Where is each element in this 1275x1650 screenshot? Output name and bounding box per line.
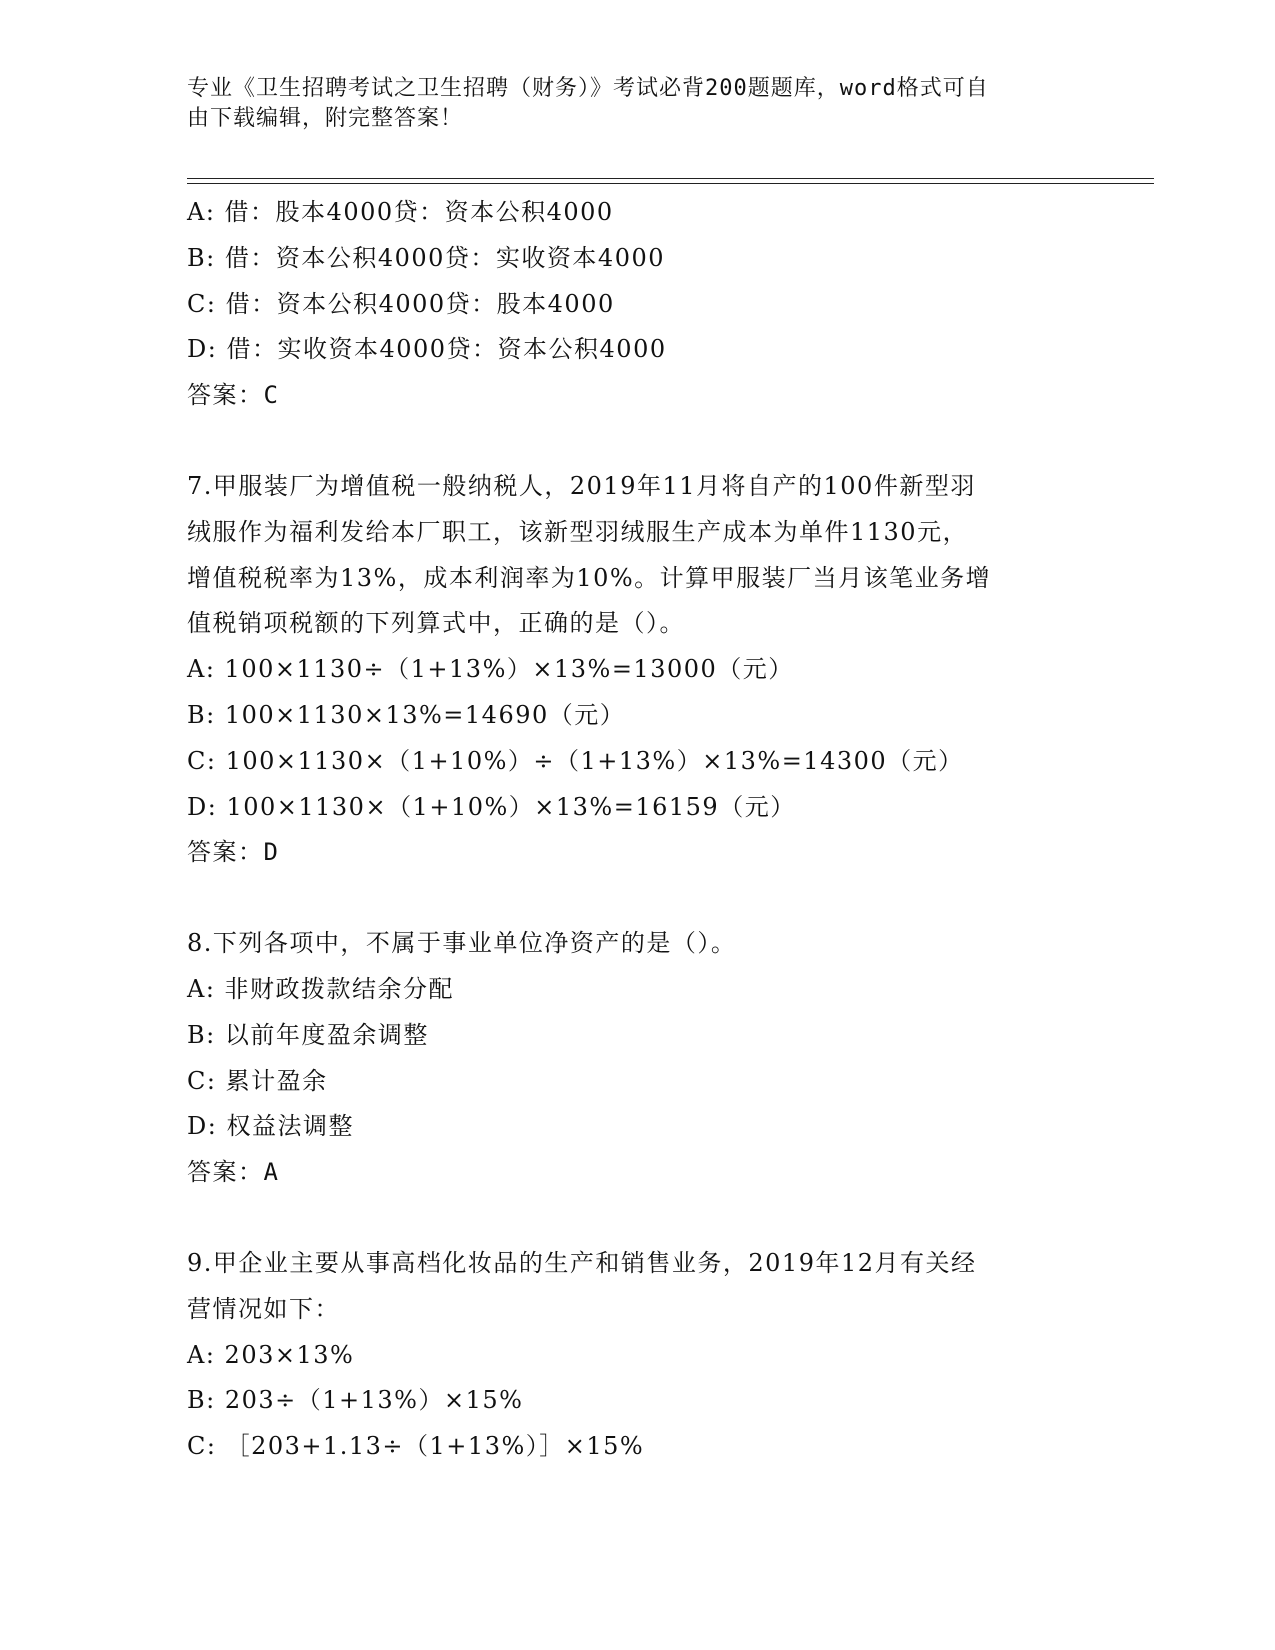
option-b: B: 203÷（1+13%）×15% [187,1386,524,1415]
question-list [187,190,1087,1470]
header-divider-bottom [187,183,1154,184]
question-stem-line: 值税销项税额的下列算式中，正确的是（）。 [187,609,685,638]
header-line-1: 专业《卫生招聘考试之卫生招聘（财务）》考试必背200题题库，word格式可自 [187,76,989,101]
option-a: A: 203×13% [187,1340,355,1369]
option-a: A: 100×1130÷（1+13%）×13%=13000（元） [187,655,794,684]
document-header [187,74,1087,134]
option-a: A: 非财政拨款结余分配 [187,974,455,1003]
option-c: C: 累计盈余 [187,1066,328,1095]
question-7-block [187,464,1087,876]
question-stem-line: 绒服作为福利发给本厂职工，该新型羽绒服生产成本为单件1130元， [187,517,969,546]
question-stem-line: 7.甲服装厂为增值税一般纳税人，2019年11月将自产的100件新型羽 [187,471,976,500]
question-6-block [187,190,1087,419]
answer: 答案：A [187,1158,280,1187]
answer: 答案：D [187,838,280,867]
option-d: D: 借：实收资本4000贷：资本公积4000 [187,335,667,364]
header-divider-top [187,178,1154,179]
spacer [187,419,1087,464]
question-9-block [187,1241,1087,1470]
option-c: C: 借：资本公积4000贷：股本4000 [187,289,615,318]
question-stem-line: 营情况如下： [187,1294,340,1323]
header-line-2: 由下载编辑，附完整答案！ [187,106,464,131]
option-d: D: 100×1130×（1+10%）×13%=16159（元） [187,792,796,821]
spacer [187,876,1087,921]
option-d: D: 权益法调整 [187,1112,354,1141]
question-stem-line: 8.下列各项中，不属于事业单位净资产的是（）。 [187,929,737,958]
option-b: B: 以前年度盈余调整 [187,1020,429,1049]
option-c: C: ［203+1.13÷（1+13%）］×15% [187,1432,645,1461]
option-c: C: 100×1130×（1+10%）÷（1+13%）×13%=14300（元） [187,746,964,775]
answer: 答案：C [187,381,280,410]
spacer [187,1196,1087,1241]
question-8-block [187,921,1087,1196]
question-stem-line: 9.甲企业主要从事高档化妆品的生产和销售业务，2019年12月有关经 [187,1248,977,1277]
option-b: B: 100×1130×13%=14690（元） [187,700,626,729]
question-stem-line: 增值税税率为13%，成本利润率为10%。计算甲服装厂当月该笔业务增 [187,563,992,592]
option-b: B: 借：资本公积4000贷：实收资本4000 [187,243,666,272]
option-a: A: 借：股本4000贷：资本公积4000 [187,198,614,226]
